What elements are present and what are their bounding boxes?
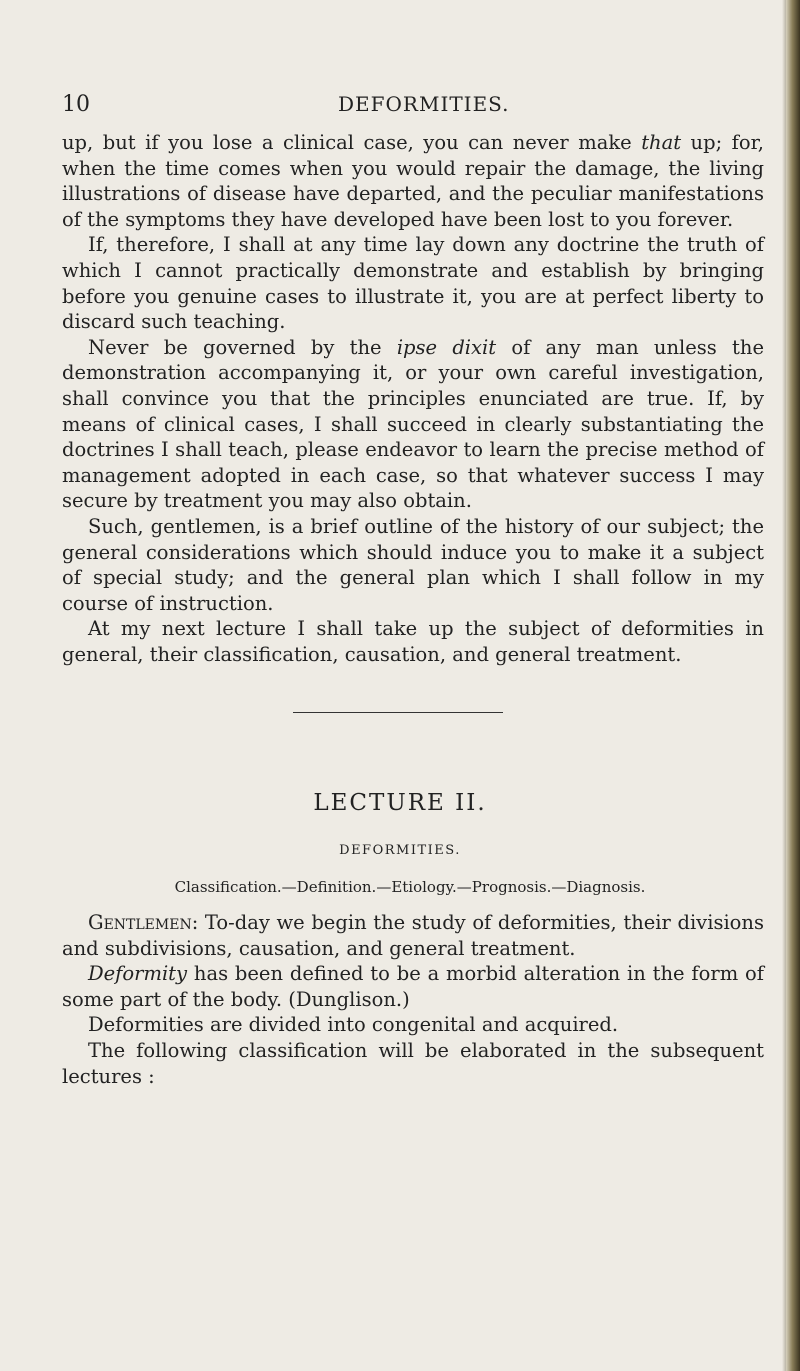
paragraph-text: has been defined to be a morbid alteration in the form of some part of the body. (Dunglison.) (62, 962, 764, 1011)
page-number: 10 (62, 92, 90, 117)
smallcaps-text: Gentlemen (88, 911, 192, 934)
paragraph (62, 961, 764, 1012)
paragraph (62, 1012, 764, 1038)
lecture-title: LECTURE II. (313, 790, 487, 816)
italic-text: Deformity (88, 962, 188, 986)
page-header (0, 92, 800, 122)
paragraph (62, 1038, 764, 1089)
paragraph-text: Never be governed by the (88, 335, 397, 359)
italic-text: that (641, 131, 682, 154)
paragraph-text: of any man unless the demonstration accompanying it, or your own careful investigation, shall convince you that the principles enunciated are true. If, by means of clinical cases, I shall succeed in clearly substantiating the doctrines I shall teach, please endeavor to learn the precise method of management adopted in each case, so that whatever success I may secure by treatment you may also obtain. (62, 335, 764, 513)
section-rule (293, 712, 503, 713)
paragraph (62, 514, 764, 616)
text-block-after (62, 910, 764, 1089)
italic-text: ipse dixit (396, 335, 497, 359)
paragraph-text: Deformities are divided into congenital and acquired. (88, 1013, 619, 1037)
paragraph-text: If, therefore, I shall at any time lay down any doctrine the truth of which I cannot practically demonstrate and establish by bringing before you genuine cases to illustrate it, you are at perfect liberty to discard such teaching. (62, 233, 764, 334)
paragraph (62, 616, 764, 667)
paragraph-text: up; for, when the time comes when you would repair the damage, the living illustrations of disease have departed, and the peculiar manifestations of the symptoms they have developed have been lost to you forever. (62, 131, 764, 231)
paragraph (62, 910, 764, 961)
book-spine-edge (786, 0, 800, 1371)
lecture-contents: Classification.—Definition.—Etiology.—Prognosis.—Diagnosis. (174, 878, 646, 896)
running-head: DEFORMITIES. (338, 92, 510, 116)
lecture-subtitle: DEFORMITIES. (339, 843, 461, 858)
paragraph-text: up, but if you lose a clinical case, you can never make (62, 131, 642, 154)
paragraph-text: : To-day we begin the study of deformities, their divisions and subdivisions, causation, and general treatment. (62, 911, 764, 960)
paragraph (62, 232, 764, 334)
paragraph-text: Such, gentlemen, is a brief outline of the history of our subject; the general considerations which should induce you to make it a subject of special study; and the general plan which I shall follow in my course of instruction. (62, 514, 764, 615)
paragraph (62, 130, 764, 232)
paragraph-text: At my next lecture I shall take up the subject of deformities in general, their classification, causation, and general treatment. (62, 617, 764, 666)
paragraph (62, 335, 764, 514)
text-block-before (62, 130, 764, 667)
paragraph-text: The following classification will be elaborated in the subsequent lectures : (62, 1038, 764, 1088)
